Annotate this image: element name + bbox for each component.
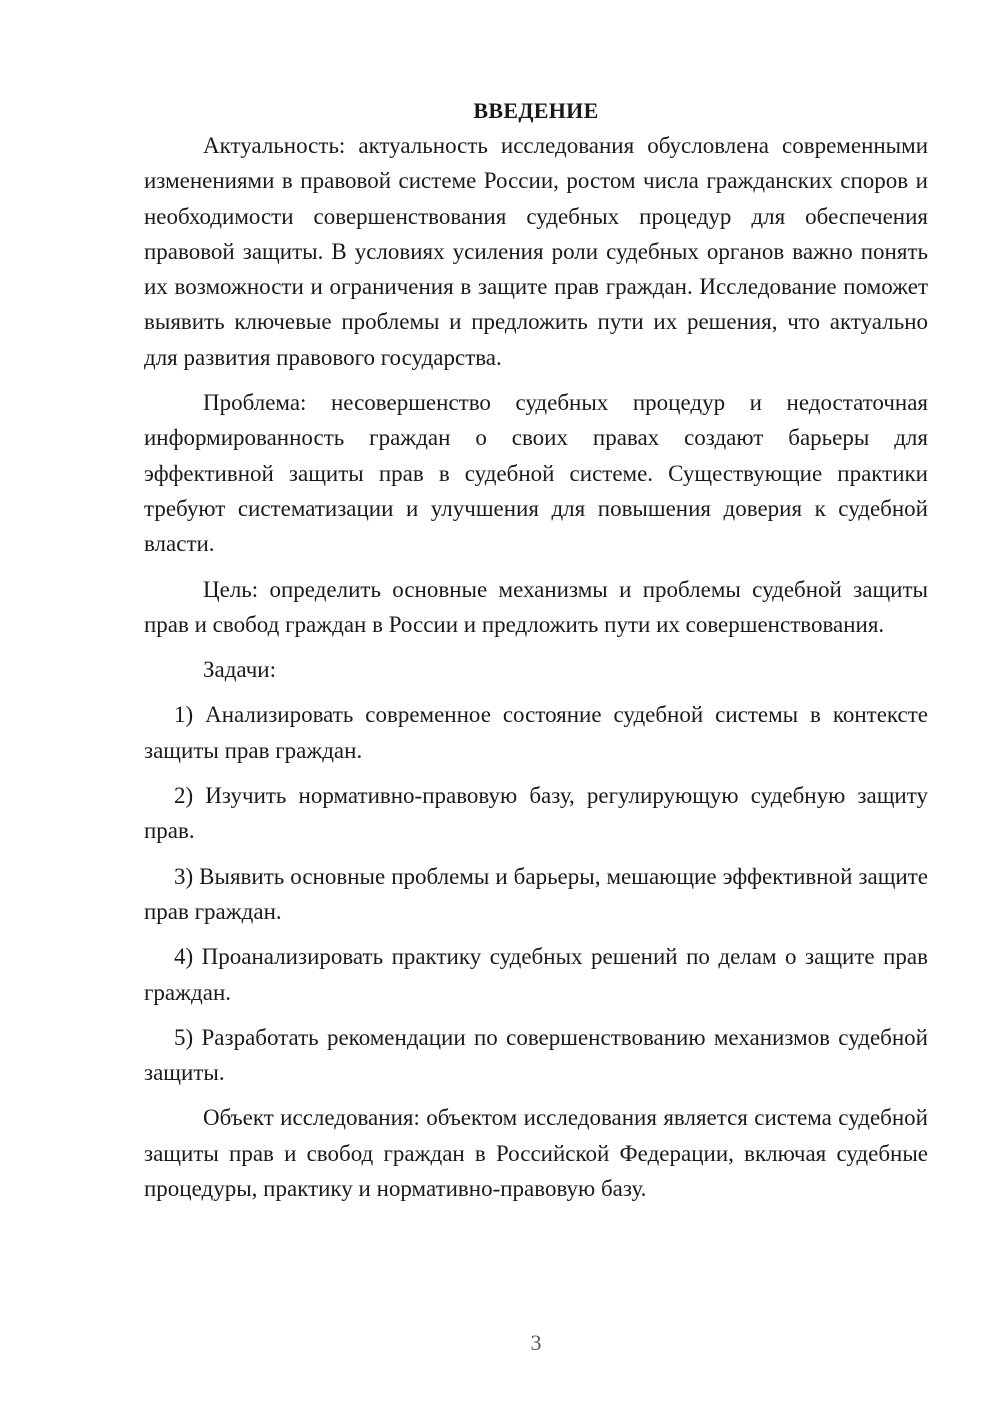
document-page [144, 96, 928, 1206]
page-number: 3 [530, 1330, 542, 1355]
task-item: 5) Разработать рекомендации по совершенствованию механизмов судебной защиты. [144, 1024, 928, 1086]
document-title: ВВЕДЕНИЕ [473, 98, 599, 123]
paragraph-relevance: Актуальность: актуальность исследования обусловлена современными изменениями в правовой системе России, ростом числа гражданских споров и необходимости совершенствования судебных процедур для обеспечения правовой защиты. В условиях усиления роли судебных органов важно понять их возможности и ограничения в защите прав граждан. Исследование поможет выявить ключевые проблемы и предложить пути их решения, что актуально для развития правового государства. [144, 133, 928, 370]
tasks-label: Задачи: [203, 657, 276, 683]
task-item: 1) Анализировать современное состояние судебной системы в контексте защиты прав граждан. [144, 702, 928, 763]
paragraph-goal: Цель: определить основные механизмы и проблемы судебной защиты прав и свобод граждан в России и предложить пути их совершенствования. [144, 576, 928, 637]
task-item: 3) Выявить основные проблемы и барьеры, мешающие эффективной защите прав граждан. [144, 863, 928, 924]
task-item: 4) Проанализировать практику судебных решений по делам о защите прав граждан. [144, 944, 928, 1005]
paragraph-problem: Проблема: несовершенство судебных процедур и недостаточная информированность граждан о своих правах создают барьеры для эффективной защиты прав в судебной системе. Существующие практики требуют систематизации и улучшения для повышения доверия к судебной власти. [144, 390, 928, 557]
task-item: 2) Изучить нормативно-правовую базу, регулирующую судебную защиту прав. [144, 783, 928, 844]
paragraph-object: Объект исследования: объектом исследования является система судебной защиты прав и свобод граждан в Российской Федерации, включая судебные процедуры, практику и нормативно-правовую базу. [144, 1105, 928, 1202]
